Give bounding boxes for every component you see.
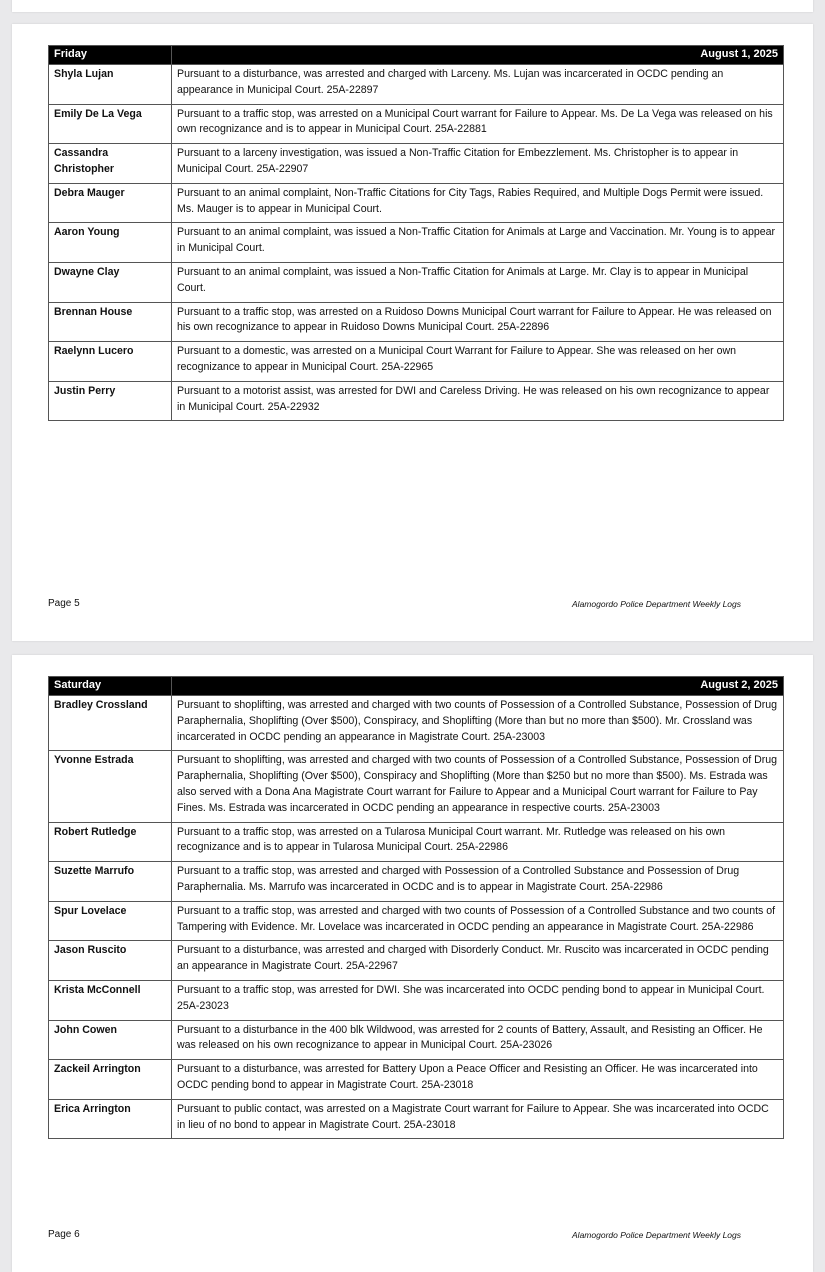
log-rows (49, 696, 784, 1139)
person-name: Zackeil Arrington (49, 1060, 172, 1100)
document-page-5 (12, 24, 813, 641)
table-row (49, 862, 784, 902)
person-name: John Cowen (49, 1020, 172, 1060)
log-table-friday (48, 45, 784, 421)
table-row (49, 1020, 784, 1060)
incident-description: Pursuant to a domestic, was arrested on a Municipal Court Warrant for Failure to Appear. She was released on her own recognizance to appear in Municipal Court. 25A-22965 (172, 342, 784, 382)
person-name: Bradley Crossland (49, 696, 172, 751)
incident-description: Pursuant to a disturbance, was arrested and charged with Disorderly Conduct. Mr. Ruscito was incarcerated in OCDC pending an appearance in Magistrate Court. 25A-22967 (172, 941, 784, 981)
incident-description: Pursuant to shoplifting, was arrested and charged with two counts of Possession of a Controlled Substance, Possession of Drug Paraphernalia, Shoplifting (Over $500), Conspiracy and Shoplifting (More than $250 but no more than $500). Ms. Estrada was also served with a Dona Ana Magistrate Court warrant for Failure to Appear and a Municipal Court warrant for Failure to Pay Fines. Ms. Estrada was incarcerated in OCDC pending an appearance in respective courts. 25A-23003 (172, 751, 784, 822)
table-row (49, 302, 784, 342)
page-number: Page 5 (48, 598, 80, 609)
table-row (49, 941, 784, 981)
person-name: Justin Perry (49, 381, 172, 421)
document-page-6 (12, 655, 813, 1272)
person-name: Brennan House (49, 302, 172, 342)
person-name: Krista McConnell (49, 980, 172, 1020)
table-row (49, 1060, 784, 1100)
incident-description: Pursuant to shoplifting, was arrested and charged with two counts of Possession of a Controlled Substance, Possession of Drug Paraphernalia, Shoplifting (Over $500), Conspiracy, and Shoplifting (More than but no more than $500). Mr. Crossland was incarcerated in OCDC pending an appearance in Magistrate Court. 25A-23003 (172, 696, 784, 751)
person-name: Debra Mauger (49, 183, 172, 223)
table-row (49, 65, 784, 105)
person-name: Raelynn Lucero (49, 342, 172, 382)
incident-description: Pursuant to a motorist assist, was arrested for DWI and Careless Driving. He was released on his own recognizance to appear in Municipal Court. 25A-22932 (172, 381, 784, 421)
day-header: Saturday (49, 677, 172, 696)
incident-description: Pursuant to a traffic stop, was arrested and charged with Possession of a Controlled Substance and Possession of Drug Paraphernalia. Ms. Marrufo was incarcerated in OCDC and is to appear in Magistrate Court. 25A-22986 (172, 862, 784, 902)
table-row (49, 104, 784, 144)
incident-description: Pursuant to an animal complaint, Non-Traffic Citations for City Tags, Rabies Required, and Multiple Dogs Permit were issued. Ms. Mauger is to appear in Municipal Court. (172, 183, 784, 223)
table-row (49, 751, 784, 822)
incident-description: Pursuant to a traffic stop, was arrested on a Tularosa Municipal Court warrant. Mr. Rutledge was released on his own recognizance and is to appear in Tularosa Municipal Court. 25A-22986 (172, 822, 784, 862)
table-row (49, 1099, 784, 1139)
table-header-row (49, 677, 784, 696)
date-header: August 2, 2025 (172, 677, 784, 696)
incident-description: Pursuant to an animal complaint, was issued a Non-Traffic Citation for Animals at Large and Vaccination. Mr. Young is to appear in Municipal Court. (172, 223, 784, 263)
previous-page-edge (12, 0, 813, 12)
log-table-saturday (48, 676, 784, 1139)
person-name: Shyla Lujan (49, 65, 172, 105)
page-number: Page 6 (48, 1229, 80, 1240)
incident-description: Pursuant to a traffic stop, was arrested for DWI. She was incarcerated into OCDC pending bond to appear in Municipal Court. 25A-23023 (172, 980, 784, 1020)
person-name: Erica Arrington (49, 1099, 172, 1139)
incident-description: Pursuant to a traffic stop, was arrested on a Municipal Court warrant for Failure to Appear. Ms. De La Vega was released on his own recognizance and is to appear in Municipal Court. 25A-22881 (172, 104, 784, 144)
table-row (49, 144, 784, 184)
incident-description: Pursuant to public contact, was arrested on a Magistrate Court warrant for Failure to Appear. She was incarcerated into OCDC in lieu of no bond to appear in Magistrate Court. 25A-23018 (172, 1099, 784, 1139)
table-row (49, 901, 784, 941)
department-footer: Alamogordo Police Department Weekly Logs (572, 1230, 741, 1240)
table-header-row (49, 46, 784, 65)
person-name: Robert Rutledge (49, 822, 172, 862)
person-name: Emily De La Vega (49, 104, 172, 144)
incident-description: Pursuant to a disturbance, was arrested for Battery Upon a Peace Officer and Resisting an Officer. He was incarcerated into OCDC pending bond to appear in Magistrate Court. 25A-23018 (172, 1060, 784, 1100)
table-row (49, 183, 784, 223)
person-name: Jason Ruscito (49, 941, 172, 981)
table-row (49, 381, 784, 421)
day-header: Friday (49, 46, 172, 65)
table-row (49, 342, 784, 382)
incident-description: Pursuant to an animal complaint, was issued a Non-Traffic Citation for Animals at Large. Mr. Clay is to appear in Municipal Court. (172, 262, 784, 302)
person-name: Suzette Marrufo (49, 862, 172, 902)
person-name: Cassandra Christopher (49, 144, 172, 184)
person-name: Yvonne Estrada (49, 751, 172, 822)
incident-description: Pursuant to a larceny investigation, was issued a Non-Traffic Citation for Embezzlement. Ms. Christopher is to appear in Municipal Court. 25A-22907 (172, 144, 784, 184)
table-row (49, 980, 784, 1020)
table-row (49, 696, 784, 751)
incident-description: Pursuant to a traffic stop, was arrested on a Ruidoso Downs Municipal Court warrant for Failure to Appear. He was released on his own recognizance to appear in Ruidoso Downs Municipal Court. 25A-22896 (172, 302, 784, 342)
log-rows (49, 65, 784, 421)
table-row (49, 262, 784, 302)
incident-description: Pursuant to a disturbance in the 400 blk Wildwood, was arrested for 2 counts of Battery, Assault, and Resisting an Officer. He was released on his own recognizance to appear in Municipal Court. 25A-23026 (172, 1020, 784, 1060)
table-row (49, 822, 784, 862)
department-footer: Alamogordo Police Department Weekly Logs (572, 599, 741, 609)
table-row (49, 223, 784, 263)
date-header: August 1, 2025 (172, 46, 784, 65)
person-name: Spur Lovelace (49, 901, 172, 941)
person-name: Aaron Young (49, 223, 172, 263)
person-name: Dwayne Clay (49, 262, 172, 302)
incident-description: Pursuant to a disturbance, was arrested and charged with Larceny. Ms. Lujan was incarcerated in OCDC pending an appearance in Municipal Court. 25A-22897 (172, 65, 784, 105)
incident-description: Pursuant to a traffic stop, was arrested and charged with two counts of Possession of a Controlled Substance and two counts of Tampering with Evidence. Mr. Lovelace was incarcerated in OCDC pending an appearance in Magistrate Court. 25A-22986 (172, 901, 784, 941)
